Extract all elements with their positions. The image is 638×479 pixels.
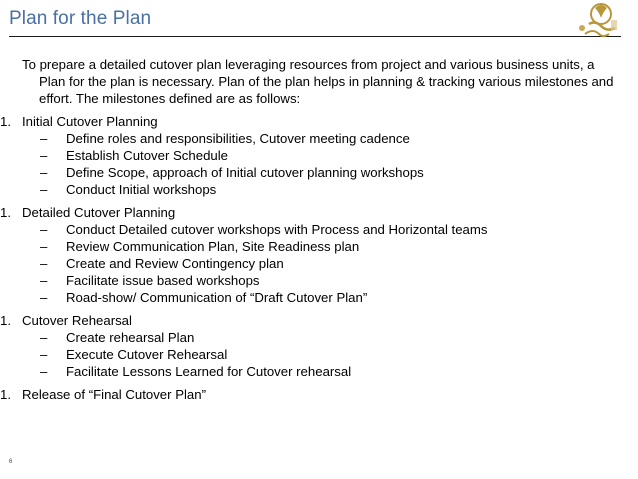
milestone-task [40,289,622,306]
milestone-section [0,113,622,198]
milestone-task-text: Conduct Initial workshops [66,182,217,197]
milestone-heading-text: Initial Cutover Planning [22,114,158,129]
milestone-heading-text: Cutover Rehearsal [22,313,132,328]
milestone-heading [0,204,622,221]
milestone-task-text: Execute Cutover Rehearsal [66,347,228,362]
dash-bullet-icon: – [40,290,48,305]
slide-body [0,56,622,409]
milestone-task [40,272,622,289]
dash-bullet-icon: – [40,364,48,379]
milestone-task-text: Road-show/ Communication of “Draft Cutover Plan” [66,290,368,305]
milestone-task [40,238,622,255]
slide-title: Plan for the Plan [9,8,152,29]
dash-bullet-icon: – [40,256,48,271]
milestone-task-text: Define roles and responsibilities, Cutover meeting cadence [66,131,410,146]
milestone-task [40,181,622,198]
intro-paragraph: To prepare a detailed cutover plan leveraging resources from project and various business units, a Plan for the plan is necessary. Plan of the plan helps in planning & tracking various milestones and effort. The milestones defined are as follows: [22,57,614,106]
dash-bullet-icon: – [40,148,48,163]
milestone-heading [0,113,622,130]
milestone-task [40,363,622,380]
milestone-task [40,130,622,147]
milestone-heading-text: Detailed Cutover Planning [22,205,176,220]
dash-bullet-icon: – [40,131,48,146]
milestone-task-text: Establish Cutover Schedule [66,148,229,163]
milestone-task-text: Create and Review Contingency plan [66,256,284,271]
milestone-section [0,204,622,306]
milestone-section [0,312,622,380]
milestone-heading-text: Release of “Final Cutover Plan” [22,387,206,402]
dash-bullet-icon: – [40,347,48,362]
milestone-section [0,386,622,403]
milestone-task [40,329,622,346]
milestone-task [40,346,622,363]
milestone-heading [0,386,622,403]
dash-bullet-icon: – [40,222,48,237]
milestone-number: 1. [0,114,11,129]
dash-bullet-icon: – [40,182,48,197]
dash-bullet-icon: – [40,330,48,345]
dash-bullet-icon: – [40,273,48,288]
milestone-task [40,164,622,181]
milestone-number: 1. [0,205,11,220]
milestone-task [40,221,622,238]
milestone-task-text: Conduct Detailed cutover workshops with Process and Horizontal teams [66,222,488,237]
dash-bullet-icon: – [40,165,48,180]
milestone-heading [0,312,622,329]
milestone-task [40,147,622,164]
milestone-task-text: Facilitate issue based workshops [66,273,260,288]
brand-emblem-icon [573,0,621,40]
milestone-task [40,255,622,272]
title-divider [9,36,621,37]
milestone-list [0,113,622,403]
milestone-task-text: Facilitate Lessons Learned for Cutover rehearsal [66,364,352,379]
page-number: 6 [9,459,13,465]
milestone-task-text: Create rehearsal Plan [66,330,195,345]
milestone-task-text: Review Communication Plan, Site Readiness plan [66,239,360,254]
milestone-number: 1. [0,387,11,402]
dash-bullet-icon: – [40,239,48,254]
milestone-task-text: Define Scope, approach of Initial cutover planning workshops [66,165,424,180]
milestone-number: 1. [0,313,11,328]
